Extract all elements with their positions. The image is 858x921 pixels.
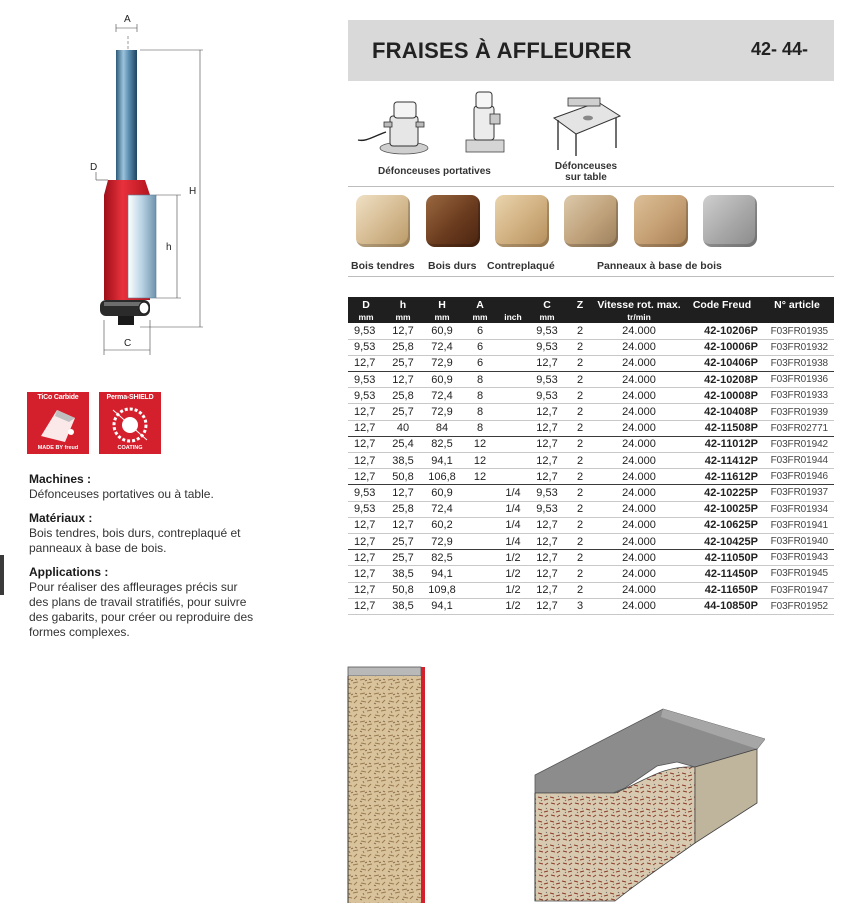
spec-cell: 2 <box>576 470 584 483</box>
spec-cell: 2 <box>576 551 584 564</box>
spec-cell: 24.000 <box>622 551 656 564</box>
freud-code-cell: 42-11508P <box>704 422 758 435</box>
spec-cell: 12,7 <box>536 422 558 435</box>
trim-router-icon <box>460 88 510 158</box>
spec-cell <box>462 501 498 517</box>
spec-cell: 24.000 <box>622 454 656 467</box>
spec-cell: 12,7 <box>536 584 558 597</box>
spec-cell: 24.000 <box>622 486 656 499</box>
col-header: Vitesse rot. max. <box>594 297 684 311</box>
spec-cell: 60,9 <box>431 325 453 338</box>
spec-cell: 12,7 <box>536 438 558 451</box>
machines-title: Machines : <box>29 472 92 486</box>
table-units-row <box>348 311 834 323</box>
spec-cell <box>498 339 528 355</box>
spec-cell: 2 <box>576 422 584 435</box>
spec-cell <box>462 566 498 582</box>
dim-label-d: D <box>90 162 98 173</box>
materials-section <box>348 190 834 276</box>
spec-cell <box>462 533 498 549</box>
article-number-cell: F03FR01941 <box>770 519 828 531</box>
freud-code-cell: 44-10850P <box>704 600 758 613</box>
page-header <box>348 20 834 81</box>
softwood-label: Bois tendres <box>351 260 415 272</box>
spec-cell: 72,9 <box>431 357 453 370</box>
spec-cell: 2 <box>576 584 584 597</box>
spec-cell: 25,8 <box>392 389 414 402</box>
col-header <box>498 297 528 311</box>
spec-cell: 1/2 <box>505 600 521 613</box>
freud-code-cell: 42-11450P <box>704 567 758 580</box>
spec-cell <box>498 355 528 371</box>
col-unit: mm <box>528 311 566 323</box>
carbide-blade <box>128 195 156 298</box>
table-row <box>348 388 834 404</box>
table-row <box>348 533 834 549</box>
spec-cell <box>462 485 498 501</box>
spec-cell: 2 <box>576 373 584 386</box>
spec-cell <box>498 388 528 404</box>
article-number-cell: F03FR01939 <box>770 406 828 418</box>
spec-cell: 12 <box>473 438 487 451</box>
spec-cell: 3 <box>576 600 584 613</box>
spec-cell: 38,5 <box>392 600 414 613</box>
spec-cell <box>462 582 498 598</box>
table-routers-label-line1: Défonceuses <box>554 161 618 172</box>
spec-cell: 12,7 <box>354 357 376 370</box>
spec-cell: 1/2 <box>505 567 521 580</box>
spec-cell: 12,7 <box>354 422 376 435</box>
badge-title: Perma-SHIELD <box>106 394 154 401</box>
spec-cell: 24.000 <box>622 422 656 435</box>
table-row <box>348 517 834 533</box>
spec-cell: 94,1 <box>431 567 453 580</box>
freud-code-cell: 42-10408P <box>704 406 758 419</box>
dim-label-h-cut: h <box>166 242 172 253</box>
article-number-cell: F03FR02771 <box>770 422 828 434</box>
spec-cell: 8 <box>476 389 484 402</box>
col-header: Code Freud <box>684 297 760 311</box>
softwood-swatch <box>356 195 410 247</box>
freud-code-cell: 42-11650P <box>704 584 758 597</box>
wood-panels-label: Panneaux à base de bois <box>597 260 722 272</box>
spec-cell: 9,53 <box>354 325 376 338</box>
spec-cell: 12,7 <box>536 454 558 467</box>
spec-cell: 2 <box>576 519 584 532</box>
spec-cell: 24.000 <box>622 406 656 419</box>
spec-cell: 24.000 <box>622 325 656 338</box>
chipboard-swatch <box>564 195 618 247</box>
bearing-screw <box>118 316 134 325</box>
spec-cell: 8 <box>476 406 484 419</box>
spec-cell <box>498 469 528 485</box>
spec-cell: 82,5 <box>431 551 453 564</box>
dim-label-h-total: H <box>189 186 197 197</box>
portable-router-icon <box>356 92 432 158</box>
spec-cell: 106,8 <box>428 470 456 483</box>
laminate-edge-red <box>421 667 425 903</box>
article-number-cell: F03FR01937 <box>770 487 828 499</box>
spec-cell: 9,53 <box>536 389 558 402</box>
shank <box>116 50 137 180</box>
spec-cell: 12 <box>473 470 487 483</box>
spec-cell <box>498 420 528 436</box>
spec-cell: 8 <box>476 422 484 435</box>
materials-body: Bois tendres, bois durs, contreplaqué et panneaux à base de bois. <box>29 526 241 555</box>
article-number-cell: F03FR01943 <box>770 552 828 564</box>
spec-cell <box>462 598 498 614</box>
freud-code-cell: 42-10025P <box>704 503 758 516</box>
article-number-cell: F03FR01935 <box>770 325 828 337</box>
spec-cell: 24.000 <box>622 470 656 483</box>
spec-cell: 12,7 <box>354 551 376 564</box>
spec-cell: 2 <box>576 438 584 451</box>
quality-badges <box>27 392 167 454</box>
spec-cell: 12,7 <box>536 519 558 532</box>
plywood-label: Contreplaqué <box>487 260 555 272</box>
spec-cell: 24.000 <box>622 503 656 516</box>
table-row <box>348 420 834 436</box>
spec-cell: 25,8 <box>392 341 414 354</box>
spec-cell: 12,7 <box>392 486 414 499</box>
divider <box>348 276 834 277</box>
spec-cell: 25,7 <box>392 357 414 370</box>
spec-cell <box>498 323 528 339</box>
spec-cell: 6 <box>476 325 484 338</box>
table-row <box>348 453 834 469</box>
spec-cell: 12,7 <box>392 325 414 338</box>
spec-cell: 2 <box>576 341 584 354</box>
article-number-cell: F03FR01947 <box>770 584 828 596</box>
spec-cell: 25,7 <box>392 406 414 419</box>
spec-cell: 2 <box>576 357 584 370</box>
hardwood-label: Bois durs <box>428 260 477 272</box>
badge-subtitle: MADE BY freud <box>37 445 79 451</box>
spec-cell: 1/2 <box>505 584 521 597</box>
col-header: C <box>528 297 566 311</box>
col-header: H <box>422 297 462 311</box>
spec-cell: 24.000 <box>622 567 656 580</box>
table-row <box>348 355 834 371</box>
product-code-prefix: 42- 44- <box>750 39 808 59</box>
laminate-board-swatch <box>703 195 757 247</box>
tico-carbide-badge <box>27 392 89 454</box>
spec-cell: 9,53 <box>354 373 376 386</box>
spec-cell: 24.000 <box>622 519 656 532</box>
spec-cell <box>462 517 498 533</box>
spec-cell <box>498 404 528 420</box>
col-unit <box>566 311 594 323</box>
article-number-cell: F03FR01932 <box>770 341 828 353</box>
spec-cell: 6 <box>476 341 484 354</box>
table-row <box>348 339 834 355</box>
spec-cell: 1/4 <box>505 503 521 516</box>
col-header: N° article <box>760 297 834 311</box>
spec-cell: 72,9 <box>431 535 453 548</box>
spec-cell: 12,7 <box>536 470 558 483</box>
spec-table <box>348 297 834 615</box>
spec-cell: 25,7 <box>392 551 414 564</box>
materials-title: Matériaux : <box>29 511 93 525</box>
spec-cell: 12,7 <box>536 357 558 370</box>
table-row <box>348 485 834 501</box>
table-row <box>348 372 834 388</box>
spec-cell: 60,2 <box>431 519 453 532</box>
spec-cell: 12,7 <box>536 535 558 548</box>
divider <box>348 186 834 187</box>
col-header: A <box>462 297 498 311</box>
spec-cell: 12 <box>473 454 487 467</box>
article-number-cell: F03FR01933 <box>770 390 828 402</box>
spec-cell: 12,7 <box>354 406 376 419</box>
spec-cell: 9,53 <box>536 503 558 516</box>
article-number-cell: F03FR01944 <box>770 455 828 467</box>
spec-cell: 60,9 <box>431 373 453 386</box>
spec-cell: 40 <box>396 422 410 435</box>
perma-shield-badge <box>99 392 161 454</box>
freud-code-cell: 42-10625P <box>704 519 758 532</box>
spec-cell: 24.000 <box>622 357 656 370</box>
article-number-cell: F03FR01946 <box>770 471 828 483</box>
table-row <box>348 566 834 582</box>
spec-cell: 24.000 <box>622 341 656 354</box>
spec-cell: 24.000 <box>622 373 656 386</box>
spec-cell: 2 <box>576 535 584 548</box>
article-number-cell: F03FR01952 <box>770 600 828 612</box>
freud-code-cell: 42-11412P <box>704 454 758 467</box>
col-unit: mm <box>348 311 384 323</box>
spec-cell: 25,4 <box>392 438 414 451</box>
article-number-cell: F03FR01942 <box>770 438 828 450</box>
table-routers-label-line2: sur table <box>565 172 607 183</box>
article-number-cell: F03FR01945 <box>770 568 828 580</box>
spec-cell: 24.000 <box>622 535 656 548</box>
article-number-cell: F03FR01936 <box>770 374 828 386</box>
spec-cell: 94,1 <box>431 454 453 467</box>
freud-code-cell: 42-11612P <box>704 470 758 483</box>
portable-routers-label: Défonceuses portatives <box>378 166 491 177</box>
spec-cell: 2 <box>576 486 584 499</box>
spec-cell <box>462 550 498 566</box>
router-table-icon <box>548 94 624 158</box>
spec-cell: 25,8 <box>392 503 414 516</box>
spec-cell <box>498 453 528 469</box>
spec-cell: 24.000 <box>622 389 656 402</box>
spec-cell: 12,7 <box>536 567 558 580</box>
col-unit: mm <box>422 311 462 323</box>
spec-cell <box>498 372 528 388</box>
article-number-cell: F03FR01940 <box>770 536 828 548</box>
freud-code-cell: 42-10406P <box>704 357 758 370</box>
spec-cell: 12,7 <box>354 519 376 532</box>
spec-cell: 12,7 <box>354 470 376 483</box>
spec-cell: 12,7 <box>354 567 376 580</box>
freud-code-cell: 42-10208P <box>704 373 758 386</box>
freud-code-cell: 42-10006P <box>704 341 758 354</box>
table-header-row <box>348 297 834 311</box>
spec-cell: 9,53 <box>354 341 376 354</box>
spec-cell: 9,53 <box>536 486 558 499</box>
col-header: h <box>384 297 422 311</box>
freud-code-cell: 42-10008P <box>704 389 758 402</box>
table-row <box>348 404 834 420</box>
spec-cell: 2 <box>576 454 584 467</box>
mdf-swatch <box>634 195 688 247</box>
laminate-top-edge <box>348 667 421 676</box>
spec-cell: 12,7 <box>536 600 558 613</box>
spec-cell: 24.000 <box>622 584 656 597</box>
spec-cell: 50,8 <box>392 470 414 483</box>
page-title: FRAISES À AFFLEURER <box>372 38 632 63</box>
spec-cell: 1/2 <box>505 551 521 564</box>
spec-cell: 72,4 <box>431 389 453 402</box>
spec-cell: 2 <box>576 567 584 580</box>
applications-body: Pour réaliser des affleurages précis sur des plans de travail stratifiés, pour suivre des gabarits, pour créer ou reproduire des formes complexes. <box>29 580 254 639</box>
spec-cell: 12,7 <box>392 373 414 386</box>
spec-cell: 2 <box>576 503 584 516</box>
spec-cell: 25,7 <box>392 535 414 548</box>
badge-title: TiCo Carbide <box>37 394 79 401</box>
chipboard-section <box>348 676 421 903</box>
spec-cell: 24.000 <box>622 438 656 451</box>
spec-cell: 9,53 <box>536 325 558 338</box>
col-unit: mm <box>462 311 498 323</box>
table-row <box>348 436 834 452</box>
col-unit: inch <box>498 311 528 323</box>
table-row <box>348 550 834 566</box>
spec-cell: 9,53 <box>354 389 376 402</box>
spec-cell: 38,5 <box>392 567 414 580</box>
freud-code-cell: 42-11012P <box>704 438 758 451</box>
spec-cell: 2 <box>576 325 584 338</box>
spec-cell: 24.000 <box>622 600 656 613</box>
spec-cell: 2 <box>576 406 584 419</box>
col-unit <box>684 311 760 323</box>
hardwood-swatch <box>426 195 480 247</box>
spec-cell: 72,4 <box>431 503 453 516</box>
freud-code-cell: 42-10206P <box>704 325 758 338</box>
spec-cell: 12,7 <box>354 600 376 613</box>
spec-cell: 1/4 <box>505 535 521 548</box>
spec-cell: 12,7 <box>354 535 376 548</box>
spec-cell: 9,53 <box>536 373 558 386</box>
plywood-swatch <box>495 195 549 247</box>
spec-cell: 94,1 <box>431 600 453 613</box>
table-routers-label <box>548 161 624 183</box>
article-number-cell: F03FR01934 <box>770 503 828 515</box>
badge-subtitle: COATING <box>117 445 143 451</box>
spec-cell: 84 <box>435 422 449 435</box>
dim-label-c: C <box>124 338 132 349</box>
col-header: Z <box>566 297 594 311</box>
machines-body: Défonceuses portatives ou à table. <box>29 487 214 501</box>
article-number-cell: F03FR01938 <box>770 357 828 369</box>
spec-cell: 38,5 <box>392 454 414 467</box>
table-row <box>348 598 834 614</box>
spec-cell: 109,8 <box>428 584 456 597</box>
dim-label-a: A <box>124 14 131 25</box>
spec-cell: 82,5 <box>431 438 453 451</box>
spec-cell: 60,9 <box>431 486 453 499</box>
spec-cell: 12,7 <box>354 438 376 451</box>
flush-trim-illustration <box>345 663 765 903</box>
freud-code-cell: 42-11050P <box>704 551 758 564</box>
router-bit-diagram <box>78 10 228 355</box>
col-header: D <box>348 297 384 311</box>
col-unit: mm <box>384 311 422 323</box>
spec-cell: 12,7 <box>536 551 558 564</box>
spec-cell: 50,8 <box>392 584 414 597</box>
col-unit <box>760 311 834 323</box>
table-row <box>348 469 834 485</box>
spec-cell: 12,7 <box>392 519 414 532</box>
spec-cell: 12,7 <box>354 584 376 597</box>
spec-cell: 72,9 <box>431 406 453 419</box>
table-row <box>348 323 834 339</box>
applications-title: Applications : <box>29 565 109 579</box>
table-row <box>348 501 834 517</box>
spec-cell: 6 <box>476 357 484 370</box>
spec-cell: 9,53 <box>536 341 558 354</box>
product-description <box>29 472 259 649</box>
machines-section <box>348 84 834 186</box>
spec-cell: 2 <box>576 389 584 402</box>
spec-cell: 12,7 <box>536 406 558 419</box>
spec-cell: 1/4 <box>505 519 521 532</box>
freud-code-cell: 42-10225P <box>704 486 758 499</box>
table-row <box>348 582 834 598</box>
spec-cell: 72,4 <box>431 341 453 354</box>
spec-cell: 1/4 <box>505 486 521 499</box>
freud-code-cell: 42-10425P <box>704 535 758 548</box>
col-unit: tr/min <box>594 311 684 323</box>
side-marker <box>0 555 4 595</box>
spec-cell: 12,7 <box>354 454 376 467</box>
spec-cell: 8 <box>476 373 484 386</box>
spec-cell: 9,53 <box>354 486 376 499</box>
spec-cell <box>498 436 528 452</box>
spec-cell: 9,53 <box>354 503 376 516</box>
